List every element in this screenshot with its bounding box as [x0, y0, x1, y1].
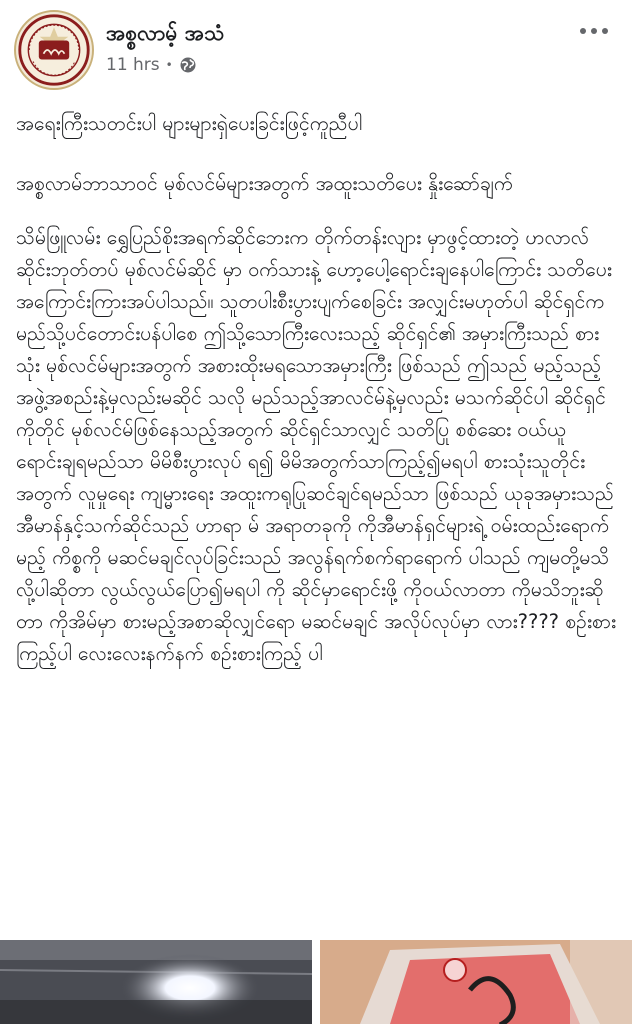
post-timestamp[interactable]: 11 hrs	[106, 55, 160, 75]
more-dots-icon	[602, 28, 608, 34]
post-paragraph: အစ္စလာမ်ဘာသာဝင် မုစ်လင်မ်များအတွက် အထူးသတိပေး နှိုးဆော်ချက်	[16, 172, 513, 195]
more-options-button[interactable]	[574, 18, 614, 44]
prophet-muhammad-seal-icon	[16, 12, 92, 88]
page-name[interactable]: အစ္စလာမ့် အသံ	[106, 21, 225, 45]
photo-dark-room-light	[0, 940, 312, 1024]
post-paragraph: အရေးကြီးသတင်းပါ များများရှဲပေးခြင်းဖြင့်ကူညီပါ	[16, 112, 363, 135]
more-dots-icon	[591, 28, 597, 34]
post-media	[0, 940, 632, 1024]
post-paragraph: သိမ်ဖြူလမ်း ရွှေပြည်စိုးအရက်ဆိုင်ဘေးက တိုက်တန်းလျား မှာဖွင့်ထားတဲ့ ဟလာလ် ဆိုင်းဘုတ်တပ် မုစ်လင်မ်ဆိုင် မှာ ဝက်သားနဲ့ ဟော့ပေါ့ရောင်းချနေပါကြောင်း သတိပေး အကြောင်းကြားအပ်ပါသည်။ သူတပါးစီးပွားပျက်စေခြင်း အလျှင်းမဟုတ်ပါ ဆိုင်ရှင်ကမည်သို့ပင်တောင်းပန်ပါစေ ဤသို့သောကြီးလေးသည့် ဆိုင်ရှင်၏ အမှားကြီးသည် စား သုံး မုစ်လင်မ်များအတွက် အစားထိုးမရသောအမှားကြီး ဖြစ်သည် ဤသည် မည့်သည့်အဖွဲ့အစည်းနဲ့မှလည်းမဆိုင် သလို မည်သည့်အာလင်မ်နဲ့မှလည်း မသက်ဆိုင်ပါ ဆိုင်ရှင် ကိုတိုင် မုစ်လင်မ်ဖြစ်နေသည့်အတွက် ဆိုင်ရှင်သာလျှင် သတိပြု စစ်ဆေး ဝယ်ယူရောင်းချရမည်သာ မိမိစီးပွားလုပ် ရ၍ မိမိအတွက်သာကြည့်၍မရပါ စားသုံးသူတိုင်းအတွက် လူမှုရေး ကျမ္မားရေး အထူးကရုပြုဆင်ချင်ရမည်သာ ဖြစ်သည် ယုခုအမှားသည် အီမာန်နှင့်သက်ဆိုင်သည် ဟာရာ မ် အရာတခုကို ကိုအီမာန်ရှင်များရဲ့ ဝမ်းထည်းရောက်မည့် ကိစ္စကို မဆင်မချင်လုပ်ခြင်းသည် အလွန်ရက်စက်ရာရောက် ပါသည် ကျမတို့မသိလို့ပါဆိုတာ လွယ်လွယ်ပြော၍မရပါ ကို ဆိုင်မှာရောင်းဖို့ ကိုဝယ်လာတာ ကိုမသိဘူးဆိုတာ ကိုအိမ်မှာ စားမည့်အစာဆိုလျှင်ရော မဆင်မချင် အလိုပ်လုပ်မှာ လား???? စဉ်းစားကြည့်ပါ လေးလေးနက်နက် စဉ်းစားကြည့် ပါ	[16, 226, 616, 665]
more-dots-icon	[580, 28, 586, 34]
page-avatar[interactable]	[14, 10, 94, 90]
post-meta	[106, 54, 197, 76]
photo-red-package	[320, 940, 632, 1024]
meta-separator: •	[165, 58, 173, 72]
globe-icon[interactable]	[179, 56, 197, 74]
post-text	[16, 108, 620, 698]
post-photo-left[interactable]	[0, 940, 312, 1024]
post-header	[0, 0, 632, 100]
post-photo-right[interactable]	[320, 940, 632, 1024]
